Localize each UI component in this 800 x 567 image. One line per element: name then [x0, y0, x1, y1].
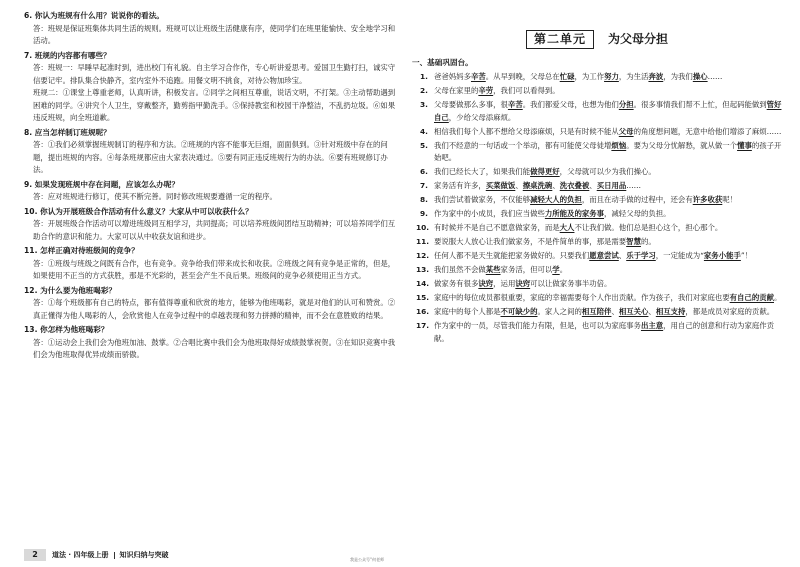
answer-fill: 不可缺少的: [500, 307, 538, 316]
item-text: 家庭中的每位成员都很重要，家庭的幸福需要每个人作出贡献。作为孩子，我们对家庭也要: [434, 293, 730, 302]
answer-fill: 智慧: [626, 237, 641, 246]
answer-fill: 辛劳: [478, 86, 494, 95]
list-item: [412, 306, 782, 319]
item-text: 。: [774, 293, 782, 302]
item-number: 13.: [416, 265, 430, 274]
list-item: [412, 292, 782, 305]
answer-fill: 懂事: [737, 140, 752, 150]
section-heading: 一、基础巩固台。: [412, 57, 473, 67]
item-text: 、: [515, 181, 523, 190]
list-item: [412, 99, 782, 124]
item-number: 17.: [416, 321, 430, 330]
left-column: [24, 8, 400, 362]
item-text: ”！: [740, 251, 753, 260]
item-text: 、: [611, 307, 619, 316]
answer-fill: 减轻大人的负担: [530, 195, 582, 204]
item-number: 5.: [420, 140, 428, 150]
item-text: 、: [552, 181, 560, 190]
item-text: 我们虽然不会做: [434, 265, 486, 274]
answer-fill: 相互陪伴: [581, 307, 612, 316]
answer-fill: 父母: [618, 126, 634, 136]
item-text: 爸爸妈妈多: [434, 72, 471, 81]
answer-fill: 买菜做饭: [485, 181, 516, 190]
watermark: 我是公众号“何老师: [350, 557, 385, 562]
item-text: 任何人都不是天生就能把家务做好的。只要我们: [434, 251, 590, 260]
item-number: 14.: [416, 279, 430, 288]
item-text: 作为家中的小成员，我们应当做些: [434, 209, 545, 218]
answer-fill: 做得更好: [530, 167, 560, 176]
right-column: [412, 8, 782, 347]
item-text: ，为工作: [574, 72, 605, 81]
item-text: ，为我们: [663, 72, 693, 81]
answer-fill: 愿意尝试: [589, 251, 619, 260]
answer-fill: 洗衣叠被: [559, 181, 590, 190]
list-item: [412, 85, 782, 98]
list-item: [412, 222, 782, 235]
item-text: 呢！: [722, 195, 738, 204]
answer-fill: 擦桌洗碗: [522, 181, 553, 190]
item-text: 可以让做家务事半功倍。: [530, 279, 612, 288]
item-number: 12.: [416, 251, 430, 260]
item-text: ，父母就可以少为我们操心。: [559, 167, 656, 176]
question-title: 10. 你认为开展班级合作活动有什么意义？大家从中可以收获什么？: [24, 206, 253, 216]
item-text: 。很多事情我们帮不上忙，但起码能做到: [633, 100, 767, 109]
unit-heading: [412, 30, 782, 49]
question-title: 13. 你怎样为他班喝彩？: [24, 325, 109, 334]
item-number: 2.: [420, 86, 428, 95]
item-number: 4.: [420, 126, 428, 136]
answer-fill: 力所能及的家务事: [544, 209, 605, 218]
question-title: 6. 你认为班规有什么用？说说你的看法。: [24, 11, 164, 20]
answer-text: 答：①我们必须掌握班规制订的程序和方法。②班规的内容不能事无巨细，面面俱到。③针对班级中存在的问题，提出班规的内容。④每条班规都应由大家表决通过。⑤要有同正违反班规行为的办法。⑥要有班规修订办法。: [33, 140, 388, 174]
item-text: ，减轻父母的负担。: [604, 209, 671, 218]
item-text: 家务活，但可以: [500, 265, 553, 274]
item-text: ，用自己的创意和行动为家庭作贡献。: [434, 321, 775, 343]
item-number: 9.: [420, 209, 428, 218]
question-title: 12. 为什么要为他班喝彩？: [24, 285, 117, 295]
footer-subject: 道法 · 四年级上册: [52, 551, 109, 559]
answer-fill: 家务小能手: [703, 251, 741, 260]
item-text: 要说服大人放心让我们做家务，不是件简单的事，那是需要: [434, 237, 627, 246]
item-text: 相信我们每个人都不想给父母添麻烦，只是有时候不能从: [434, 126, 619, 136]
list-item: [412, 250, 782, 263]
list-item: [412, 180, 782, 193]
answer-text: 答：①班级与班级之间既有合作，也有竞争。竞争给我们带来成长和收获。②班级之间有竞争是正常的，但是，如果使用不正当的方式获胜，那是不光彩的，甚至会产生不良后果。班级间的竞争必须使用正当方式。: [33, 258, 396, 280]
answer-text: 班规二：①课堂上尊重老师，认真听讲，积极发言。②同学之间相互尊重，说话文明，不打架。③主动帮助遇到困难的同学。④讲究个人卫生，穿戴整齐，勤剪指甲勤洗手。⑤保持教室和校园干净整洁，不乱扔垃圾。⑥如果违反班规，向全班道歉。: [33, 88, 396, 122]
item-text: 家务活有许多，: [434, 181, 486, 190]
answer-fill: 辛苦: [507, 100, 523, 109]
answer-fill: 忙碌: [559, 72, 575, 81]
answer-fill: 买日用品: [596, 181, 627, 190]
answer-fill: 奔波: [648, 72, 664, 81]
answer-fill: 大人: [559, 223, 575, 232]
list-item: [412, 140, 782, 165]
answer-fill: 许多收获: [692, 195, 723, 204]
list-item: [412, 194, 782, 207]
item-number: 3.: [420, 100, 428, 109]
item-text: 。: [559, 265, 568, 274]
item-text: ……: [626, 181, 642, 190]
question-title: 8. 应当怎样制订班规呢？: [24, 127, 111, 137]
exercise-list: [412, 71, 782, 345]
item-text: 。要为父母分忧解愁，就从做一个: [626, 140, 738, 150]
answer-text: 答：应对班规进行修订，使其不断完善。同时修改班规要遵循一定的程序。: [33, 192, 277, 201]
item-number: 15.: [416, 293, 430, 302]
item-text: 、: [648, 307, 656, 316]
item-text: 作为家中的一员，尽管我们能力有限，但是，也可以为家庭事务: [434, 321, 641, 330]
answer-fill: 烦恼: [611, 140, 627, 150]
item-text: 的孩子开始吧。: [434, 140, 782, 162]
footer-book: 知识归纳与突破: [119, 551, 169, 559]
question-title: 7. 班规的内容都有哪些？: [24, 50, 111, 60]
item-text: 。我们都爱父母，也想为他们: [522, 100, 619, 109]
item-text: 做家务有很多: [434, 279, 479, 288]
item-text: 父母要做那么多事，很: [434, 100, 508, 109]
item-text: 父母在家里的: [434, 86, 479, 95]
list-item: [412, 208, 782, 221]
question-title: 11. 怎样正确对待班级间的竞争？: [24, 246, 139, 255]
item-number: 7.: [420, 181, 428, 190]
answer-fill: 学: [552, 265, 560, 274]
list-item: [412, 236, 782, 249]
item-text: ，都是成员对家庭的贡献。: [685, 307, 775, 316]
list-item: [412, 278, 782, 291]
item-text: ，而且在动手做的过程中，还会有: [581, 195, 693, 204]
list-item: [412, 71, 782, 84]
question-title: 9. 如果发现班规中存在问题，应该怎么办呢？: [24, 179, 180, 189]
list-item: [412, 264, 782, 277]
item-text: 我们不经意的一句话或一个举动，都有可能使父母徒增: [434, 140, 612, 150]
item-text: ，运用: [493, 279, 516, 288]
item-text: 。从早到晚，父母总在: [485, 72, 560, 81]
answer-fill: 管好自己: [434, 100, 782, 122]
item-number: 6.: [420, 167, 428, 176]
answer-fill: 辛苦: [470, 72, 486, 81]
answer-fill: 某些: [485, 265, 501, 274]
item-number: 11.: [416, 237, 430, 246]
item-text: 。家人之间的: [537, 307, 582, 316]
item-text: 、: [618, 251, 627, 260]
answer-fill: 出主意: [640, 321, 664, 330]
answer-text: 答：①每个班级都有自己的特点，都有值得尊重和欣赏的地方，能够为他班喝彩，就是对他们的认可和赞赏。②真正懂得为他人喝彩的人，会欣赏他人在竞争过程中的卓越表现和努力拼搏的精神，而不会在意胜败的结果。: [33, 298, 396, 320]
answer-fill: 相互支持: [655, 307, 686, 316]
item-text: 家庭中的每个人都是: [434, 307, 501, 316]
item-text: 的角度想问题，无意中给他们增添了麻烦……: [633, 126, 782, 136]
item-text: 的。: [640, 237, 656, 246]
item-number: 1.: [420, 72, 428, 81]
item-text: ，我们可以看得到。: [493, 86, 560, 95]
list-item: [412, 166, 782, 179]
item-number: 8.: [420, 195, 428, 204]
item-number: 16.: [416, 307, 430, 316]
item-text: 有时候并不是自己不愿意做家务，而是: [434, 223, 560, 232]
item-text: ，少给父母添麻烦。: [448, 112, 516, 122]
answer-text: 答：①运动会上我们会为他班加油、鼓掌。②合唱比赛中我们会为他班取得好成绩鼓掌祝贺。③在知识竞赛中我们会为他班取得优异成绩而骄傲。: [33, 337, 396, 359]
answer-text: 答：班规一：早睡早起准时到，进出校门有礼貌。自主学习合作作，专心听讲爱思考。爱国卫生勤打扫，诚实守信要记牢。排队集合快静齐，室内室外不追跑。用餐文明不挑食，对待公物加珍宝。: [33, 63, 396, 85]
item-text: ，为生活: [618, 72, 649, 81]
page-footer: [0, 545, 800, 567]
footer-title: [52, 549, 169, 561]
answer-text: 答：开展班级合作活动可以增进班级同互相学习，共同提高；可以培养班级间团结互助精神；可以培养同学们互助合作的意识和能力。大家可以从中收获友谊和进步。: [33, 219, 396, 241]
answer-fill: 有自己的贡献: [729, 293, 774, 302]
item-text: 不让我们做。他们总是担心这个，担心那个。: [574, 223, 723, 232]
answer-fill: 乐于学习: [626, 251, 656, 260]
list-item: [412, 126, 782, 139]
item-text: 我们尝试着做家务，不仅能够: [434, 195, 531, 204]
unit-label: 第二单元: [526, 30, 594, 49]
answer-fill: 诀窍: [515, 279, 531, 288]
answer-fill: 分担: [618, 100, 634, 109]
answer-fill: 诀窍: [478, 279, 494, 288]
page-number: 2: [24, 549, 46, 561]
answer-text: 答：班规是保证班集体共同生活的规则。班规可以让班级生活健康有序，使同学们在班里能愉快、安全地学习和活动。: [33, 23, 396, 45]
item-text: 、: [589, 181, 597, 190]
item-text: ，一定能成为“: [655, 251, 704, 260]
item-text: ……: [707, 72, 723, 81]
unit-title: 为父母分担: [608, 32, 669, 46]
answer-fill: 操心: [692, 72, 708, 81]
answer-fill: 相互关心: [618, 307, 649, 316]
answer-fill: 努力: [604, 72, 619, 81]
list-item: [412, 320, 782, 345]
item-text: 我们已经长大了，如果我们能: [434, 167, 531, 176]
item-number: 10.: [416, 223, 430, 232]
